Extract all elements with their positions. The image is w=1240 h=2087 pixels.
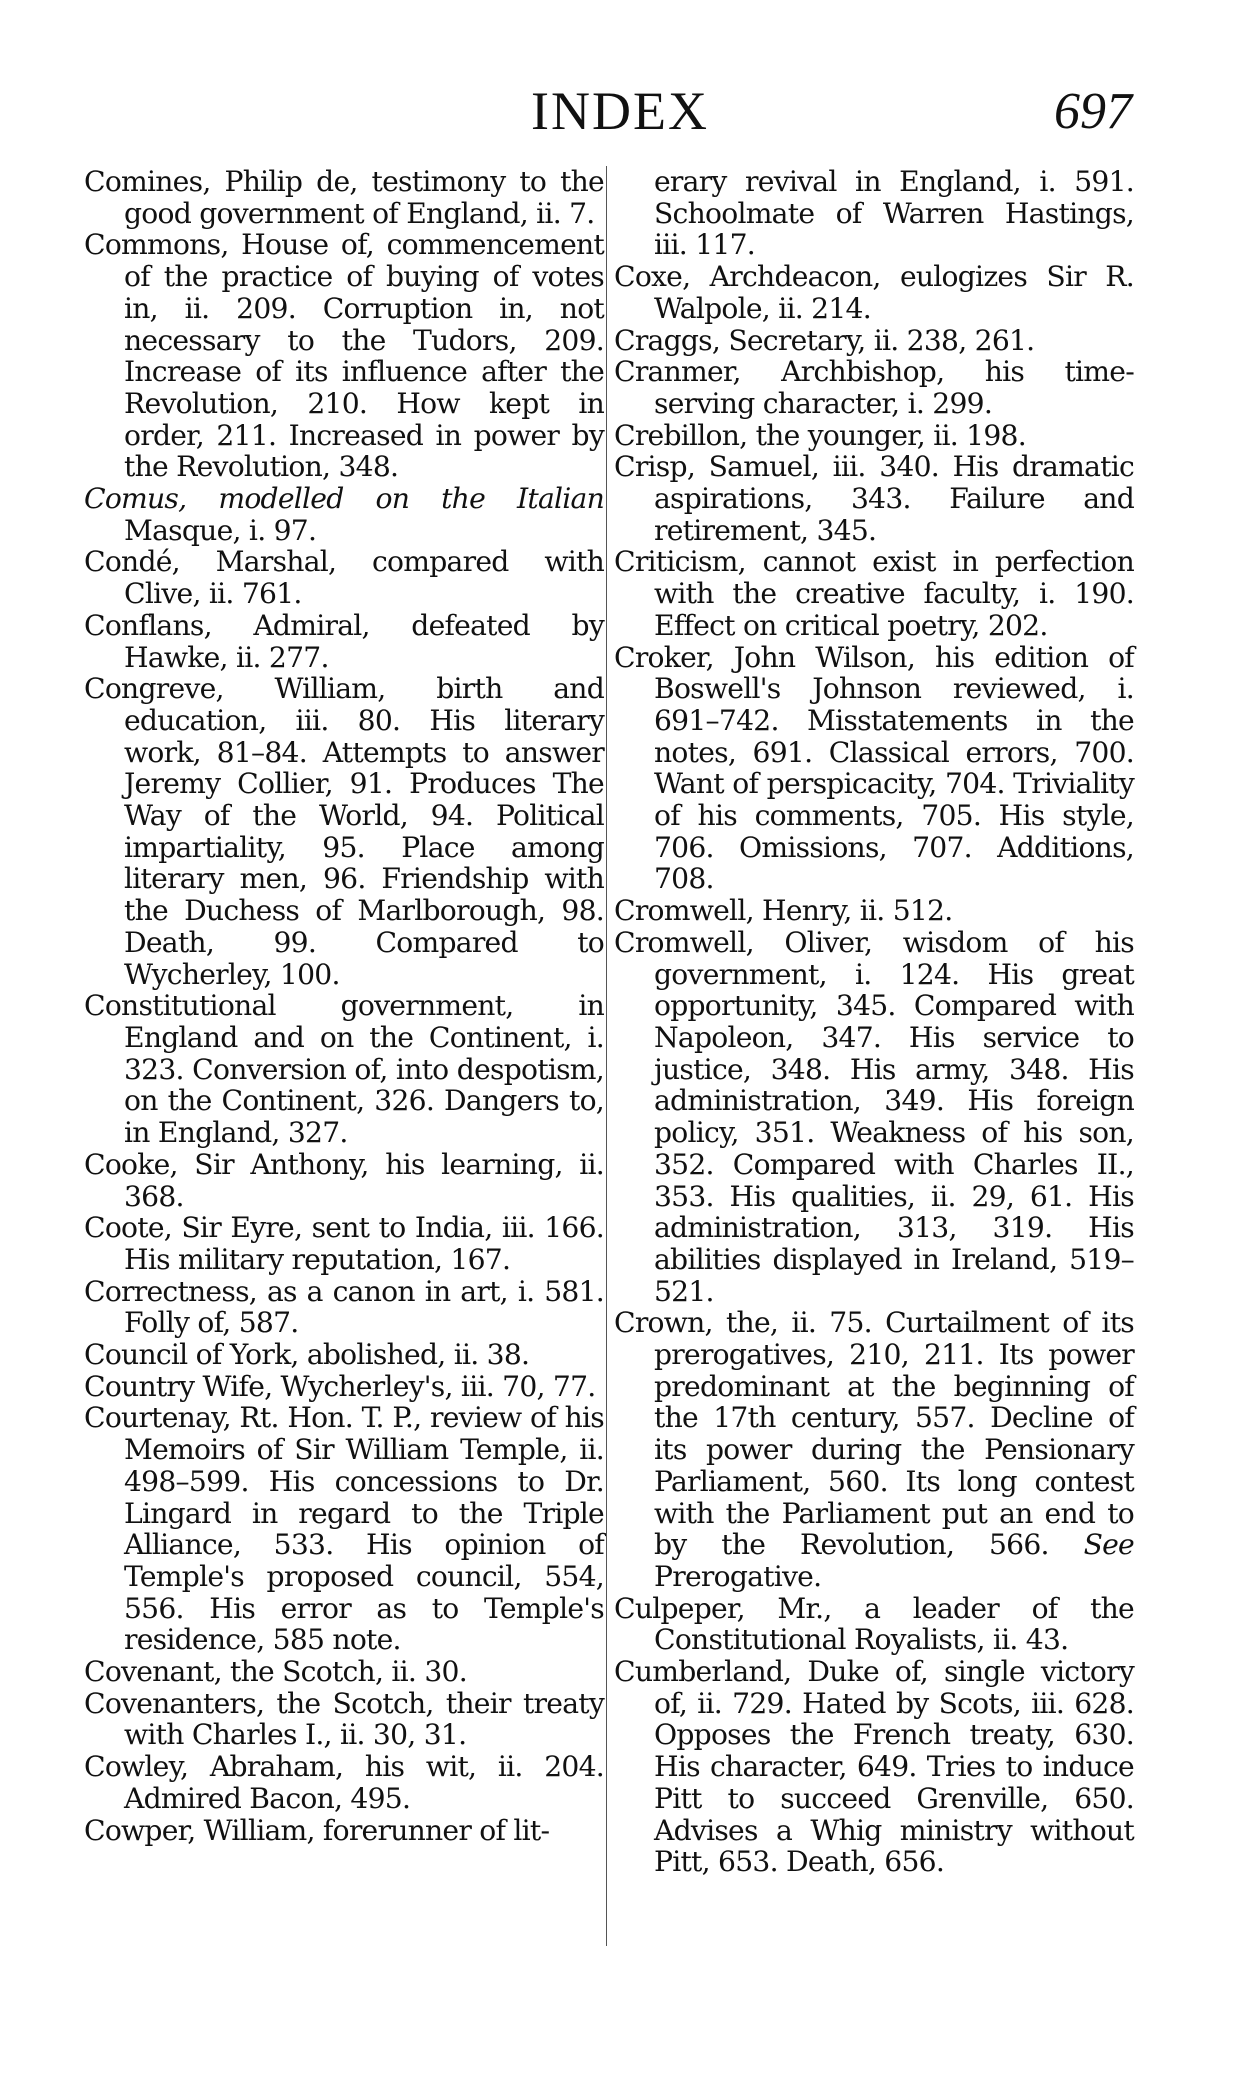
index-entry: Cranmer, Archbishop, his time-serving character, i. 299. [614, 355, 1134, 420]
index-entry: Culpeper, Mr., a leader of the Constitutional Royalists, ii. 43. [614, 1591, 1134, 1657]
index-entry: Condé, Marshal, compared with Clive, ii. 761. [84, 545, 604, 611]
index-entry: Crebillon, the younger, ii. 198. [614, 418, 1026, 452]
column-divider [606, 166, 607, 1946]
index-entry: Cumberland, Duke of, single victory of, ii. 729. Hated by Scots, iii. 628. Opposes the French treaty, 630. His character, 649. Tries to induce Pitt to succeed Grenville, 650. Advises a Whig ministry without Pitt, 653. Death, 656. [614, 1655, 1134, 1879]
left-column [84, 166, 604, 1846]
index-entry: Country Wife, Wycherley's, iii. 70, 77. [84, 1369, 596, 1403]
index-entry: Council of York, abolished, ii. 38. [84, 1338, 530, 1372]
index-entry: Crisp, Samuel, iii. 340. His dramatic aspirations, 343. Failure and retirement, 345. [614, 450, 1134, 547]
index-entry: Cowper, William, forerunner of lit- [84, 1813, 550, 1847]
index-entry: Comus, modelled on the Italian Masque, i. 97. [84, 482, 604, 547]
index-entry: Coxe, Archdeacon, eulogizes Sir R. Walpole, ii. 214. [614, 260, 1134, 325]
page-title: INDEX [531, 81, 709, 141]
index-entry: Congreve, William, birth and education, iii. 80. His literary work, 81–84. Attempts to answer Jeremy Collier, 91. Produces The Way of the World, 94. Political impartiality, 95. Place among literary men, 96. Friendship with the Duchess of Marlborough, 98. Death, 99. Compared to Wycherley, 100. [84, 672, 604, 991]
page-header [0, 80, 1240, 150]
index-entry: Covenant, the Scotch, ii. 30. [84, 1655, 467, 1689]
index-entry: Commons, House of, commencement of the practice of buying of votes in, ii. 209. Corruption in, not necessary to the Tudors, 209. Increase of its influence after the Revolution, 210. How kept in order, 211. Increased in power by the Revolution, 348. [84, 228, 604, 484]
index-entry: Croker, John Wilson, his edition of Boswell's Johnson reviewed, i. 691–742. Misstatements in the notes, 691. Classical errors, 700. Want of perspicacity, 704. Triviality of his comments, 705. His style, 706. Omissions, 707. Additions, 708. [614, 640, 1134, 896]
index-entry: Criticism, cannot exist in perfection with the creative faculty, i. 190. Effect on critical poetry, 202. [614, 545, 1134, 642]
right-column [614, 166, 1134, 1878]
index-entry: Cooke, Sir Anthony, his learning, ii. 368. [84, 1147, 604, 1213]
index-entry: Conflans, Admiral, defeated by Hawke, ii. 277. [84, 608, 604, 674]
index-entry: Cromwell, Henry, ii. 512. [614, 894, 953, 928]
index-entry-continuation: erary revival in England, i. 591. Schoolmate of Warren Hastings, iii. 117. [654, 165, 1134, 262]
index-entry: Coote, Sir Eyre, sent to India, iii. 166. His military reputation, 167. [84, 1211, 604, 1276]
page-number: 697 [1054, 83, 1132, 140]
index-entry: Crown, the, ii. 75. Curtailment of its prerogatives, 210, 211. Its power predominant at the beginning of the 17th century, 557. Decline of its power during the Pensionary Parliament, 560. Its long contest with the Parliament put an end to by the Revolution, 566. See Prerogative. [614, 1306, 1134, 1593]
index-entry: Cromwell, Oliver, wisdom of his government, i. 124. His great opportunity, 345. Compared with Napoleon, 347. His service to justice, 348. His army, 348. His administration, 349. His foreign policy, 351. Weakness of his son, 352. Compared with Charles II., 353. His qualities, ii. 29, 61. His administration, 313, 319. His abilities displayed in Ireland, 519–521. [614, 925, 1134, 1308]
index-entry: Comines, Philip de, testimony to the good government of England, ii. 7. [84, 165, 604, 230]
index-entry: Constitutional government, in England and on the Continent, i. 323. Conversion of, into despotism, on the Continent, 326. Dangers to, in England, 327. [84, 989, 604, 1150]
index-entry: Courtenay, Rt. Hon. T. P., review of his Memoirs of Sir William Temple, ii. 498–599. His concessions to Dr. Lingard in regard to the Triple Alliance, 533. His opinion of Temple's proposed council, 554, 556. His error as to Temple's residence, 585 note. [84, 1401, 604, 1657]
index-entry: Craggs, Secretary, ii. 238, 261. [614, 323, 1035, 357]
index-entry: Cowley, Abraham, his wit, ii. 204. Admired Bacon, 495. [84, 1750, 604, 1815]
index-entry: Correctness, as a canon in art, i. 581. Folly of, 587. [84, 1274, 604, 1340]
index-entry: Covenanters, the Scotch, their treaty with Charles I., ii. 30, 31. [84, 1686, 604, 1752]
